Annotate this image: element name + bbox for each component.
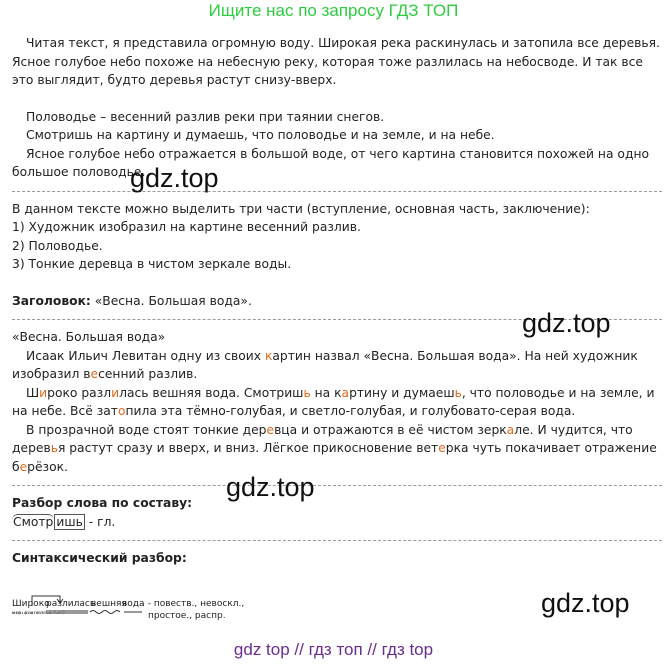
title-label: Заголовок: — [12, 293, 91, 308]
morph-heading: Разбор слова по составу: — [12, 496, 193, 510]
text: о — [117, 404, 126, 418]
text: и — [111, 385, 120, 400]
text: ь — [303, 385, 311, 400]
line-2: Смотришь на картину и думаешь, что половодье и на земле, и на небе. — [26, 128, 495, 142]
syntax-word: Широко — [12, 599, 50, 609]
text: а — [506, 422, 515, 437]
ending-part: ишь — [56, 514, 83, 529]
syntax-description: простое., распр. — [148, 611, 226, 621]
text: пила эта тёмно-голубая, и светло-голубая, и голубовато-серая вода. — [125, 404, 576, 418]
essay-paragraph-3 — [12, 421, 662, 477]
text: лась вешняя вода. Смотриш — [119, 385, 304, 400]
title-value: «Весна. Большая вода». — [90, 293, 252, 308]
divider — [12, 191, 662, 192]
part-item: 1) Художник изобразил на картине весенний разлив. — [12, 220, 361, 234]
text: Исаак Ильич Левитан одну из своих — [26, 348, 265, 363]
syntax-note: нар. разлилась как? — [12, 610, 66, 616]
syntax-word: вешняя — [91, 599, 127, 609]
essay-heading: «Весна. Большая вода» — [12, 330, 166, 344]
text: е — [90, 367, 99, 381]
line-1: Половодье – весенний разлив реки при таянии снегов. — [26, 109, 385, 124]
text: и — [39, 385, 48, 400]
essay-paragraph-1 — [12, 347, 662, 384]
text: рёзок. — [27, 459, 68, 474]
top-banner: Ищите нас по запросу ГДЗ ТОП — [208, 1, 459, 20]
root-part: Смотр — [13, 514, 54, 529]
text: Ш — [26, 385, 40, 400]
text: е — [438, 441, 446, 455]
text: е — [266, 422, 275, 437]
text: ь — [454, 385, 462, 400]
syntax-diagram — [12, 592, 272, 632]
footer: gdz top // гдз топ // гдз top — [233, 640, 434, 659]
text: роко разл — [47, 385, 112, 400]
syntax-heading: Синтаксический разбор: — [12, 551, 187, 565]
text: рка чуть покачивает отражение б — [12, 441, 657, 474]
text: ь — [50, 441, 58, 455]
line-3: Ясное голубое небо отражается в большой воде, от чего картина становится похожей на одно большое половодье. — [12, 146, 650, 179]
part-item: 2) Половодье. — [12, 238, 103, 253]
intro-paragraph: Читая текст, я представила огромную воду. Широкая река раскинулась и затопила все деревья. Ясное голубое небо похоже на небесную реку, которая тоже разлилась на небосводе. И так все это выглядит, будто деревья растут снизу-вверх. — [12, 36, 660, 87]
text: е — [19, 459, 28, 474]
text: , что половодье и на земле, и на небе. Всё зат — [12, 385, 655, 418]
watermark: gdz.top — [130, 163, 219, 193]
essay-paragraph-2 — [12, 384, 662, 421]
text: сенний разлив. — [98, 367, 198, 381]
text: ртину и думаеш — [349, 385, 455, 400]
divider — [12, 540, 662, 541]
text: я растут сразу и вверх, и вниз. Лёгкое прикосновение вет — [57, 441, 439, 455]
text: вца и отражаются в её чистом зерк — [274, 422, 507, 437]
text: к — [264, 348, 273, 363]
text: на к — [310, 385, 342, 400]
text: ртин назвал «Весна. Большая вода». На ней художник изобразил в — [12, 348, 638, 381]
content — [12, 34, 662, 568]
syntax-word: вода — [122, 599, 145, 609]
divider — [12, 485, 662, 486]
watermark: gdz.top — [226, 472, 315, 502]
text: ле. И чудится, что дерев — [12, 422, 633, 455]
watermark: gdz.top — [541, 588, 630, 618]
text: В прозрачной воде стоят тонкие дер — [26, 422, 267, 437]
syntax-word: разлилась — [46, 599, 96, 609]
text: а — [341, 385, 350, 400]
part-item: 3) Тонкие деревца в чистом зеркале воды. — [12, 257, 292, 271]
syntax-description: . - повеств., невоскл., — [142, 599, 245, 609]
parts-intro: В данном тексте можно выделить три части (вступление, основная часть, заключение): — [12, 201, 590, 216]
word-morphemes — [12, 513, 85, 532]
part-of-speech: - гл. — [84, 514, 116, 529]
morph-line — [12, 513, 662, 532]
text: а — [272, 348, 280, 363]
watermark: gdz.top — [522, 308, 611, 338]
